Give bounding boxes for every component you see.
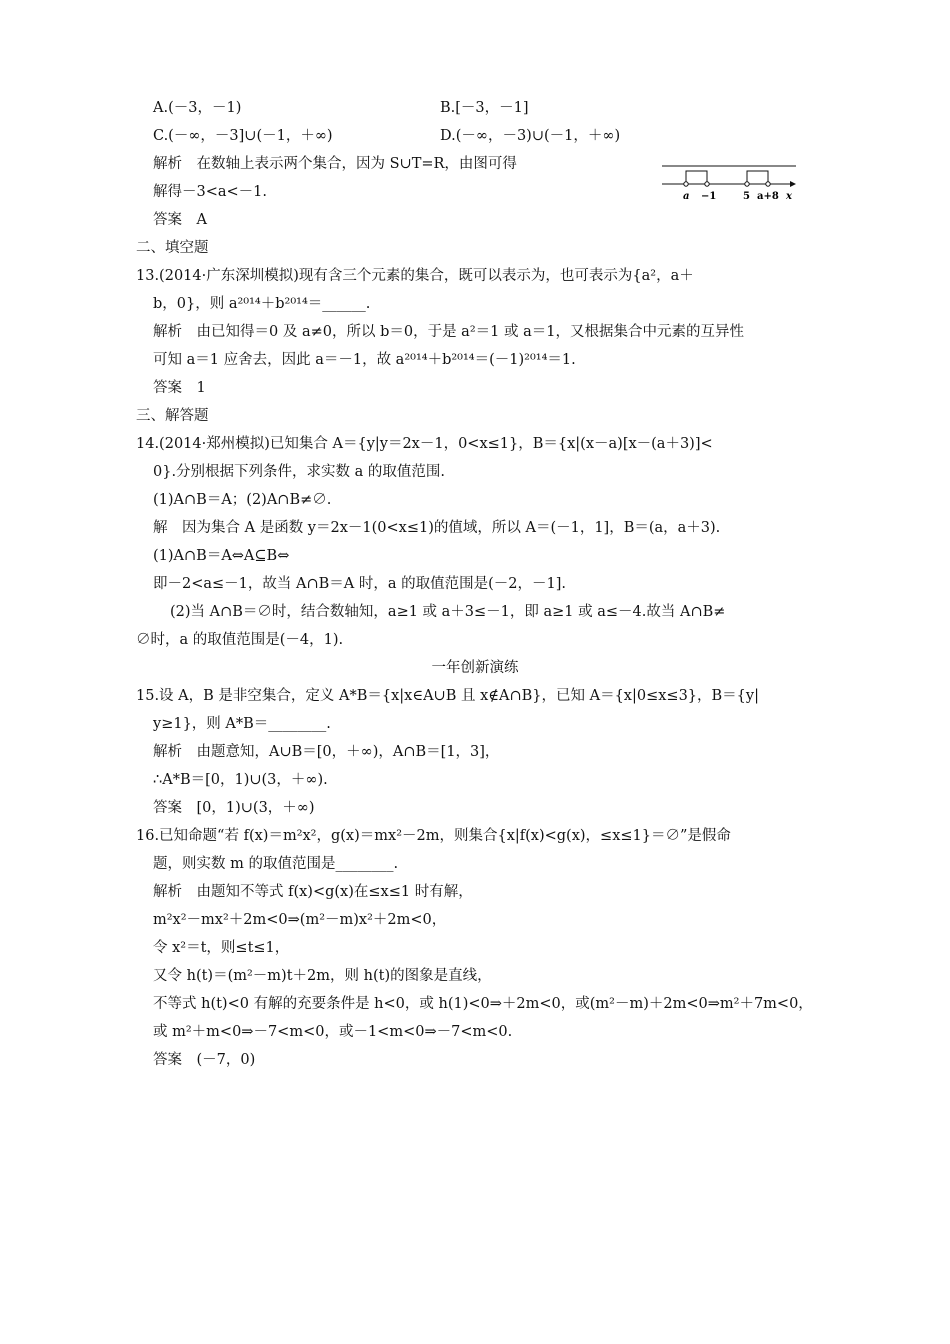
- label-x: x: [786, 191, 792, 202]
- text-line-q16d: m²x²－mx²＋2m<0⇒(m²－m)x²＋2m<0，: [153, 912, 447, 928]
- interval-b: [747, 171, 768, 184]
- text-line-q16c: 解析 由题知不等式 f(x)<g(x)在≤x≤1 时有解，: [153, 884, 473, 900]
- text-line-q16b: 题，则实数 m 的取值范围是________.: [153, 856, 399, 872]
- text-line-q16a: 16.已知命题“若 f(x)＝m²x²，g(x)＝mx²－2m，则集合{x|f(x)<g(x)，≤x≤1}＝∅”是假命: [136, 828, 731, 844]
- text-line-q13c: 解析 由已知得＝0 及 a≠0，所以 b＝0，于是 a²＝1 或 a＝1，又根据集合中元素的互异性: [153, 324, 744, 340]
- text-line-sec2: 二、填空题: [136, 240, 209, 256]
- text-line-q13b: b，0}，则 a²⁰¹⁴＋b²⁰¹⁴＝______.: [153, 296, 371, 312]
- text-line-q16ans: 答案 (－7，0): [153, 1052, 256, 1068]
- text-line-q12ans: 答案 A: [153, 212, 207, 228]
- number-line-figure: [662, 160, 802, 204]
- text-line-q14b: 0}.分别根据下列条件，求实数 a 的取值范围.: [153, 464, 446, 480]
- point-a8: [766, 182, 770, 186]
- interval-a: [686, 171, 707, 184]
- text-line-optC: C.(－∞，－3]∪(－1，＋∞): [153, 128, 333, 144]
- text-line-q12b: 解得－3<a<－1.: [153, 184, 268, 200]
- text-line-optD: D.(－∞，－3)∪(－1，＋∞): [440, 128, 621, 144]
- text-line-q15a: 15.设 A，B 是非空集合，定义 A*B＝{x|x∈A∪B 且 x∉A∩B}，已知 A＝{x|0≤x≤3}，B＝{y|: [136, 688, 759, 704]
- text-line-q13d: 可知 a＝1 应舍去，因此 a＝－1，故 a²⁰¹⁴＋b²⁰¹⁴＝(－1)²⁰¹⁴＝1.: [153, 352, 576, 368]
- text-line-q14f: 即－2<a≤－1，故当 A∩B＝A 时，a 的取值范围是(－2，－1].: [153, 576, 566, 592]
- text-line-sec3: 三、解答题: [136, 408, 209, 424]
- text-line-q14e: (1)A∩B＝A⇔A⊆B⇔: [153, 548, 290, 564]
- label-minus1: −1: [701, 191, 717, 202]
- text-line-q12a: 解析 在数轴上表示两个集合，因为 S∪T=R，由图可得: [153, 156, 517, 172]
- text-line-q16g: 不等式 h(t)<0 有解的充要条件是 h<0，或 h(1)<0⇒＋2m<0，或(m²－m)＋2m<0⇒m²＋7m<0，: [153, 996, 813, 1012]
- text-line-q14a: 14.(2014·郑州模拟)已知集合 A＝{y|y＝2x－1，0<x≤1}，B＝{x|(x－a)[x－(a＋3)]<: [136, 436, 713, 452]
- text-line-q14c: (1)A∩B＝A；(2)A∩B≠∅.: [153, 492, 332, 508]
- text-line-q13a: 13.(2014·广东深圳模拟)现有含三个元素的集合，既可以表示为，也可表示为{a²，a＋: [136, 268, 694, 284]
- text-line-q14g: (2)当 A∩B＝∅时，结合数轴知，a≥1 或 a＋3≤－1，即 a≥1 或 a≤－4.故当 A∩B≠: [170, 604, 726, 620]
- text-line-q15d: ∴A*B＝[0，1)∪(3，＋∞).: [153, 772, 328, 788]
- text-line-optB: B.[－3，－1]: [440, 100, 529, 116]
- point-minus1: [705, 182, 709, 186]
- section-title: 一年创新演练: [431, 660, 519, 676]
- text-line-q15ans: 答案 [0，1)∪(3，＋∞): [153, 800, 315, 816]
- point-a: [684, 182, 688, 186]
- text-line-q16f: 又令 h(t)＝(m²－m)t＋2m，则 h(t)的图象是直线，: [153, 968, 492, 984]
- axis-arrow: [790, 181, 796, 187]
- label-five: 5: [743, 191, 750, 202]
- text-line-optA: A.(－3，－1): [153, 100, 242, 116]
- text-line-q16e: 令 x²＝t，则≤t≤1，: [153, 940, 290, 956]
- label-a8: a+8: [757, 191, 779, 202]
- text-line-q16h: 或 m²＋m<0⇒－7<m<0，或－1<m<0⇒－7<m<0.: [153, 1024, 513, 1040]
- point-five: [745, 182, 749, 186]
- label-a: a: [683, 191, 690, 202]
- text-line-q13ans: 答案 1: [153, 380, 206, 396]
- text-line-q15b: y≥1}，则 A*B＝________.: [153, 716, 331, 732]
- text-line-q14d: 解 因为集合 A 是函数 y＝2x－1(0<x≤1)的值域，所以 A＝(－1，1]，B＝(a，a＋3).: [153, 520, 721, 536]
- text-line-q15c: 解析 由题意知，A∪B＝[0，＋∞)，A∩B＝[1，3]，: [153, 744, 500, 760]
- text-line-q14h: ∅时，a 的取值范围是(－4，1).: [136, 632, 344, 648]
